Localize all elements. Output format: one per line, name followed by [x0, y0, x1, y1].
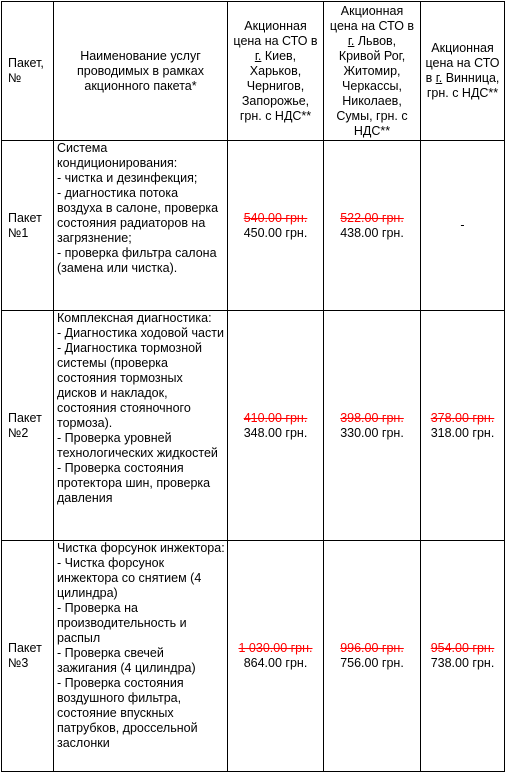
price-not-available: - — [460, 218, 465, 232]
package-1-price-group-1 — [228, 141, 324, 311]
table-row-package-2 — [2, 311, 505, 541]
old-price: 398.00 грн. — [340, 410, 404, 425]
package-1-service-title: Система кондиционирования: — [57, 141, 178, 170]
package-2-service-item: - Проверка уровней технологических жидкостей — [57, 431, 218, 460]
header-price-group-1-cities: Киев, Харьков, Чернигов, Запорожье, грн. с НДС** — [239, 48, 312, 123]
header-package: Пакет, № — [2, 2, 54, 141]
package-2-service-item: - Проверка состояния протектора шин, проверка давления — [57, 461, 211, 505]
promo-price: 348.00 грн. — [243, 425, 308, 440]
header-price-group-3 — [421, 2, 505, 141]
promo-price-table — [1, 1, 505, 772]
promo-price: 756.00 грн. — [340, 656, 404, 670]
header-price-group-2 — [324, 2, 421, 141]
old-price: 996.00 грн. — [340, 641, 404, 655]
promo-price: 330.00 грн. — [340, 425, 404, 440]
package-1-service-item: - чистка и дезинфекция; — [57, 171, 198, 185]
header-price-group-2-city-abbr: г. — [347, 33, 355, 48]
promo-price: 864.00 грн. — [243, 656, 308, 670]
package-1-label: Пакет №1 — [2, 141, 54, 311]
old-price: 540.00 грн. — [243, 210, 308, 225]
package-1-services — [54, 141, 228, 311]
package-3-service-item: - Проверка свечей зажигания (4 цилиндра) — [57, 646, 196, 675]
package-3-price-group-3 — [421, 541, 505, 772]
package-2-price-group-1 — [228, 311, 324, 541]
old-price: 410.00 грн. — [243, 410, 308, 425]
header-price-group-1-text: Акционная цена на СТО в — [233, 18, 318, 48]
header-price-group-3-cities: Винница, грн. с НДС** — [426, 71, 500, 100]
promo-price: 318.00 грн. — [430, 425, 495, 440]
header-services: Наименование услуг проводимых в рамках акционного пакета* — [54, 2, 228, 141]
header-price-group-2-cities: Львов, Кривой Рог, Житомир, Черкассы, Николаев, Сумы, грн. с НДС** — [336, 33, 408, 138]
package-2-services — [54, 311, 228, 541]
package-1-service-item: - диагностика потока воздуха в салоне, проверка состояния радиаторов на загрязнение; — [57, 186, 219, 245]
package-2-price-group-3 — [421, 311, 505, 541]
header-price-group-2-text: Акционная цена на СТО в — [329, 3, 415, 33]
package-2-price-group-2 — [324, 311, 421, 541]
header-price-group-1-city-abbr: г. — [254, 48, 262, 63]
package-3-price-group-1 — [228, 541, 324, 772]
header-price-group-1 — [228, 2, 324, 141]
table-row-package-1 — [2, 141, 505, 311]
package-3-services — [54, 541, 228, 772]
header-price-group-3-text: Акционная цена на СТО в — [425, 41, 500, 85]
package-3-price-group-2 — [324, 541, 421, 772]
package-3-service-item: - Чистка форсунок инжектора со снятием (4 цилиндра) — [57, 556, 202, 600]
package-2-service-item: - Диагностика ходовой части — [57, 326, 224, 340]
promo-price: 450.00 грн. — [243, 225, 308, 240]
old-price: 378.00 грн. — [430, 410, 495, 425]
package-2-service-item: - Диагностика тормозной системы (проверка состояния тормозных дисков и накладок, состояния стояночного тормоза). — [57, 341, 203, 430]
package-3-service-item: - Проверка на производительность и распыл — [57, 601, 187, 645]
old-price: 1 030.00 грн. — [238, 641, 313, 655]
package-1-price-group-3 — [421, 141, 505, 311]
table-header-row — [2, 2, 505, 141]
package-2-service-title: Комплексная диагностика: — [57, 311, 212, 325]
old-price: 522.00 грн. — [340, 210, 404, 225]
promo-price: 438.00 грн. — [340, 225, 404, 240]
old-price: 954.00 грн. — [430, 641, 495, 655]
package-3-label: Пакет №3 — [2, 541, 54, 772]
package-3-service-title: Чистка форсунок инжектора: — [57, 541, 225, 555]
package-1-service-item: - проверка фильтра салона (замена или чистка). — [57, 246, 217, 275]
table-row-package-3 — [2, 541, 505, 772]
package-2-label: Пакет №2 — [2, 311, 54, 541]
header-price-group-3-city-abbr: г. — [435, 71, 443, 85]
package-3-service-item: - Проверка состояния воздушного фильтра, состояние впускных патрубков, дроссельной заслонки — [57, 676, 198, 750]
promo-price: 738.00 грн. — [430, 656, 495, 670]
package-1-price-group-2 — [324, 141, 421, 311]
